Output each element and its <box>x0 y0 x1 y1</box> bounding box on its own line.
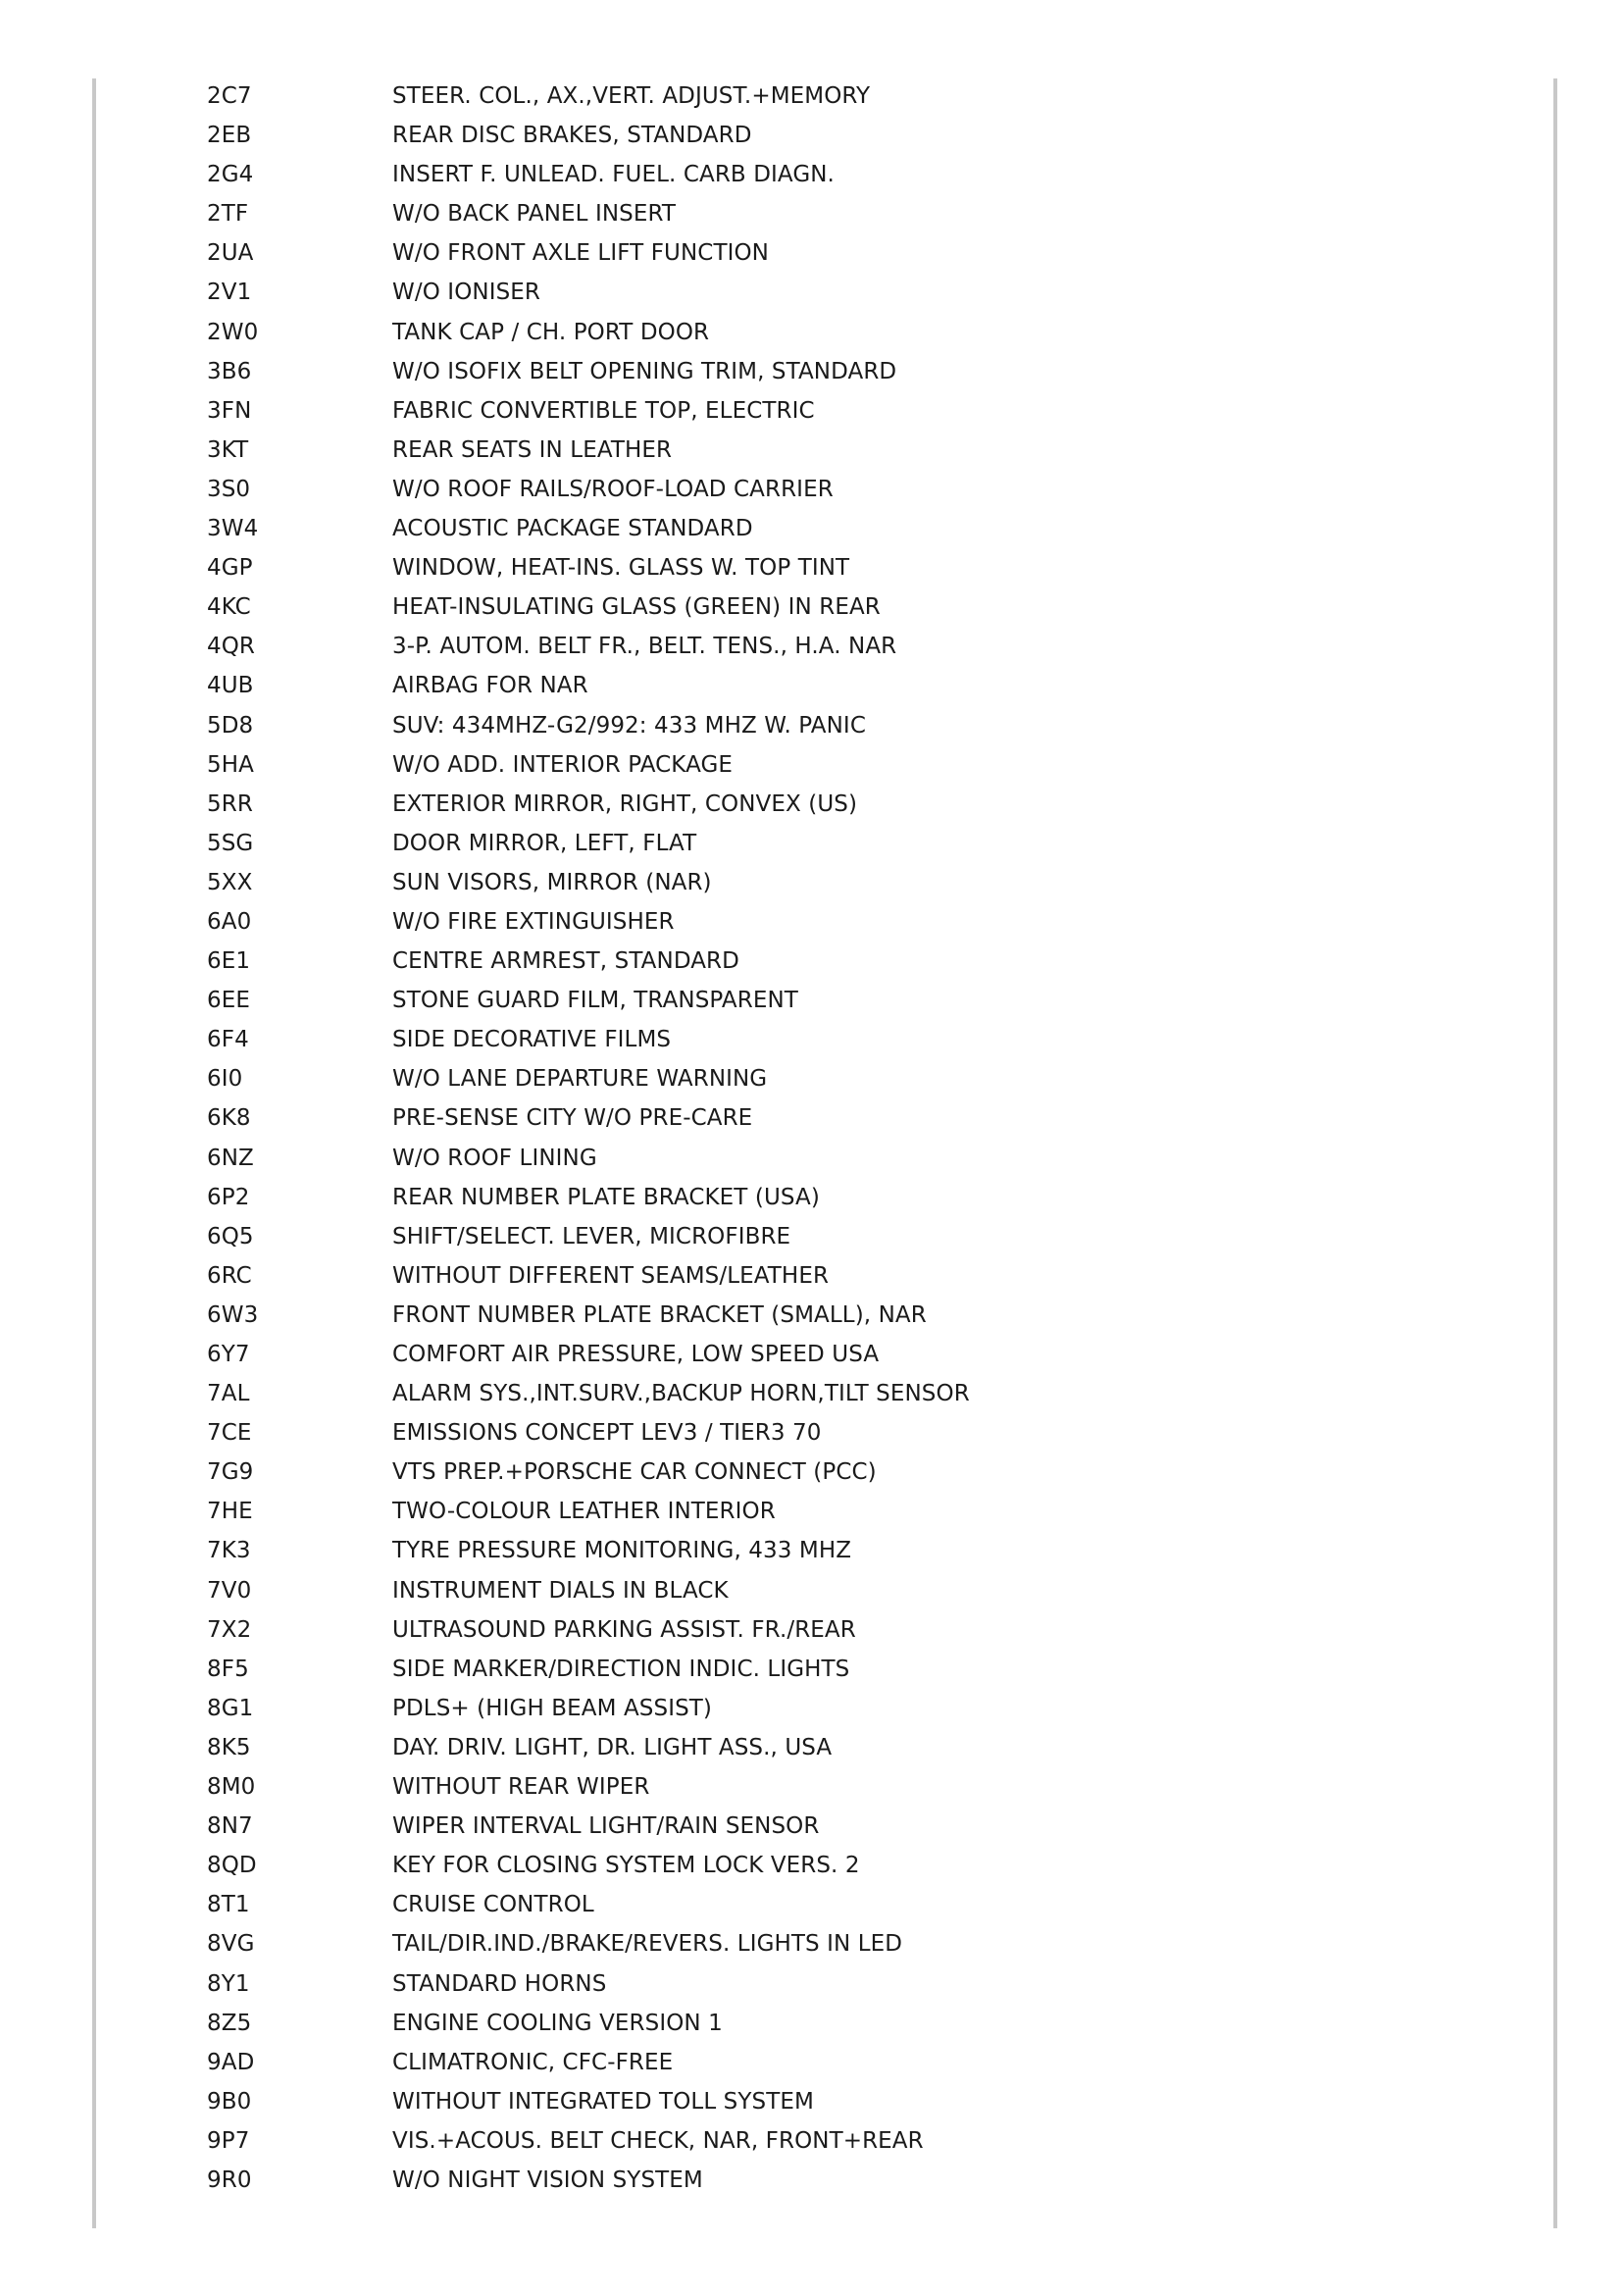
option-description: WITHOUT REAR WIPER <box>392 1774 650 1801</box>
option-code: 8T1 <box>207 1892 250 1918</box>
option-row <box>0 513 1624 552</box>
option-description: ENGINE COOLING VERSION 1 <box>392 2010 723 2036</box>
option-row <box>0 1260 1624 1300</box>
option-code: 5HA <box>207 751 254 778</box>
option-code: 6E1 <box>207 948 251 975</box>
option-code: 9P7 <box>207 2127 250 2154</box>
option-code: 3W4 <box>207 516 259 542</box>
option-code: 6RC <box>207 1262 252 1289</box>
option-row <box>0 277 1624 316</box>
option-row <box>0 670 1624 709</box>
option-row <box>0 1221 1624 1260</box>
option-row <box>0 1968 1624 2008</box>
option-row <box>0 1850 1624 1889</box>
option-description: STONE GUARD FILM, TRANSPARENT <box>392 988 798 1014</box>
option-row <box>0 2047 1624 2086</box>
option-description: EMISSIONS CONCEPT LEV3 / TIER3 70 <box>392 1420 822 1447</box>
option-code: 5D8 <box>207 712 254 739</box>
option-code: 7K3 <box>207 1538 251 1564</box>
option-description: SUV: 434MHZ-G2/992: 433 MHZ W. PANIC <box>392 712 866 739</box>
option-row <box>0 317 1624 356</box>
option-row <box>0 906 1624 945</box>
option-description: SIDE MARKER/DIRECTION INDIC. LIGHTS <box>392 1656 850 1682</box>
option-description: WITHOUT DIFFERENT SEAMS/LEATHER <box>392 1262 830 1289</box>
option-description: INSERT F. UNLEAD. FUEL. CARB DIAGN. <box>392 162 835 188</box>
option-row <box>0 552 1624 591</box>
option-row <box>0 2125 1624 2165</box>
option-row <box>0 591 1624 631</box>
option-row <box>0 828 1624 867</box>
option-description: REAR DISC BRAKES, STANDARD <box>392 123 752 149</box>
option-row <box>0 1654 1624 1693</box>
option-description: ULTRASOUND PARKING ASSIST. FR./REAR <box>392 1616 856 1643</box>
option-description: TYRE PRESSURE MONITORING, 433 MHZ <box>392 1538 852 1564</box>
option-code: 6I0 <box>207 1066 243 1093</box>
option-row <box>0 749 1624 789</box>
option-description: CENTRE ARMREST, STANDARD <box>392 948 739 975</box>
option-description: W/O ISOFIX BELT OPENING TRIM, STANDARD <box>392 358 897 384</box>
option-code: 6F4 <box>207 1027 249 1053</box>
option-description: W/O ROOF RAILS/ROOF-LOAD CARRIER <box>392 476 834 502</box>
option-description: ACOUSTIC PACKAGE STANDARD <box>392 516 753 542</box>
option-code: 2TF <box>207 201 249 228</box>
option-code: 9B0 <box>207 2088 252 2115</box>
option-code: 6EE <box>207 988 250 1014</box>
option-code: 5XX <box>207 869 253 895</box>
option-row <box>0 1928 1624 1967</box>
option-description: 3-P. AUTOM. BELT FR., BELT. TENS., H.A. NAR <box>392 634 897 660</box>
option-code: 3B6 <box>207 358 252 384</box>
option-description: VIS.+ACOUS. BELT CHECK, NAR, FRONT+REAR <box>392 2127 924 2154</box>
option-row <box>0 159 1624 198</box>
option-row <box>0 1417 1624 1456</box>
option-description: DAY. DRIV. LIGHT, DR. LIGHT ASS., USA <box>392 1734 833 1760</box>
option-row <box>0 1378 1624 1417</box>
option-description: WITHOUT INTEGRATED TOLL SYSTEM <box>392 2088 814 2115</box>
option-code: 2C7 <box>207 83 252 109</box>
option-code: 7V0 <box>207 1577 252 1604</box>
option-row <box>0 1693 1624 1732</box>
option-row <box>0 1024 1624 1063</box>
option-description: W/O FRONT AXLE LIFT FUNCTION <box>392 240 769 267</box>
option-description: ALARM SYS.,INT.SURV.,BACKUP HORN,TILT SENSOR <box>392 1381 970 1407</box>
option-description: W/O NIGHT VISION SYSTEM <box>392 2167 703 2193</box>
option-code: 4GP <box>207 555 253 582</box>
option-row <box>0 1889 1624 1928</box>
option-row <box>0 1614 1624 1654</box>
option-code: 8Y1 <box>207 1970 250 1997</box>
option-row <box>0 1456 1624 1496</box>
option-description: REAR SEATS IN LEATHER <box>392 436 673 463</box>
option-code: 6Y7 <box>207 1342 250 1367</box>
option-description: CRUISE CONTROL <box>392 1892 594 1918</box>
option-row <box>0 1575 1624 1614</box>
option-description: INSTRUMENT DIALS IN BLACK <box>392 1577 729 1604</box>
option-description: SIDE DECORATIVE FILMS <box>392 1027 672 1053</box>
option-code: 7X2 <box>207 1616 252 1643</box>
option-description: VTS PREP.+PORSCHE CAR CONNECT (PCC) <box>392 1459 877 1486</box>
option-code: 2W0 <box>207 319 259 345</box>
option-row <box>0 1535 1624 1574</box>
option-code: 5SG <box>207 830 254 856</box>
option-description: W/O ADD. INTERIOR PACKAGE <box>392 751 734 778</box>
option-description: WINDOW, HEAT-INS. GLASS W. TOP TINT <box>392 555 850 582</box>
option-description: W/O LANE DEPARTURE WARNING <box>392 1066 768 1093</box>
option-row <box>0 2086 1624 2125</box>
option-code: 2EB <box>207 123 252 149</box>
option-code: 2UA <box>207 240 254 267</box>
option-row <box>0 710 1624 749</box>
option-row <box>0 1063 1624 1102</box>
option-code: 6Q5 <box>207 1223 254 1249</box>
option-description: STANDARD HORNS <box>392 1970 607 1997</box>
option-description: W/O BACK PANEL INSERT <box>392 201 677 228</box>
option-description: W/O ROOF LINING <box>392 1145 597 1171</box>
option-row <box>0 945 1624 985</box>
option-description: COMFORT AIR PRESSURE, LOW SPEED USA <box>392 1342 880 1367</box>
option-description: DOOR MIRROR, LEFT, FLAT <box>392 830 697 856</box>
option-row <box>0 1771 1624 1810</box>
option-row <box>0 2165 1624 2204</box>
option-row <box>0 395 1624 434</box>
option-row <box>0 1102 1624 1142</box>
option-code: 6A0 <box>207 908 252 935</box>
option-code: 7CE <box>207 1420 252 1447</box>
option-code: 3S0 <box>207 476 251 502</box>
option-row <box>0 985 1624 1024</box>
option-row <box>0 2008 1624 2047</box>
option-row <box>0 1496 1624 1535</box>
option-description: SUN VISORS, MIRROR (NAR) <box>392 869 712 895</box>
option-description: W/O FIRE EXTINGUISHER <box>392 908 675 935</box>
option-code: 6P2 <box>207 1184 250 1210</box>
option-row <box>0 1143 1624 1182</box>
option-code: 7G9 <box>207 1459 254 1486</box>
option-row <box>0 1300 1624 1339</box>
option-description: PRE-SENSE CITY W/O PRE-CARE <box>392 1105 753 1132</box>
option-row <box>0 434 1624 474</box>
option-row <box>0 237 1624 277</box>
option-code: 4QR <box>207 634 256 660</box>
option-row <box>0 1182 1624 1221</box>
option-row <box>0 1732 1624 1771</box>
option-code: 6NZ <box>207 1145 254 1171</box>
option-code: 9AD <box>207 2049 255 2075</box>
option-description: W/O IONISER <box>392 280 540 306</box>
option-code: 8QD <box>207 1853 257 1879</box>
option-description: HEAT-INSULATING GLASS (GREEN) IN REAR <box>392 594 881 621</box>
option-description: AIRBAG FOR NAR <box>392 673 588 699</box>
option-code: 8VG <box>207 1931 255 1958</box>
option-code: 7HE <box>207 1499 253 1525</box>
option-row <box>0 356 1624 395</box>
option-description: KEY FOR CLOSING SYSTEM LOCK VERS. 2 <box>392 1853 860 1879</box>
option-description: EXTERIOR MIRROR, RIGHT, CONVEX (US) <box>392 790 858 817</box>
option-code: 3FN <box>207 397 252 424</box>
option-description: FRONT NUMBER PLATE BRACKET (SMALL), NAR <box>392 1301 927 1328</box>
option-code: 4KC <box>207 594 251 621</box>
option-row <box>0 789 1624 828</box>
option-code: 6K8 <box>207 1105 251 1132</box>
option-code: 3KT <box>207 436 249 463</box>
option-code: 8Z5 <box>207 2010 252 2036</box>
option-description: FABRIC CONVERTIBLE TOP, ELECTRIC <box>392 397 815 424</box>
option-code: 8N7 <box>207 1813 253 1840</box>
option-code: 9R0 <box>207 2167 252 2193</box>
option-description: TANK CAP / CH. PORT DOOR <box>392 319 710 345</box>
option-description: WIPER INTERVAL LIGHT/RAIN SENSOR <box>392 1813 820 1840</box>
option-code: 7AL <box>207 1381 250 1407</box>
option-row <box>0 198 1624 237</box>
option-code-list <box>0 80 1624 2204</box>
option-description: STEER. COL., AX.,VERT. ADJUST.+MEMORY <box>392 83 871 109</box>
option-description: TWO-COLOUR LEATHER INTERIOR <box>392 1499 776 1525</box>
option-code: 2G4 <box>207 162 254 188</box>
option-row <box>0 867 1624 906</box>
option-description: SHIFT/SELECT. LEVER, MICROFIBRE <box>392 1223 791 1249</box>
option-code: 2V1 <box>207 280 252 306</box>
option-row <box>0 631 1624 670</box>
option-code: 8M0 <box>207 1774 256 1801</box>
option-description: TAIL/DIR.IND./BRAKE/REVERS. LIGHTS IN LED <box>392 1931 903 1958</box>
option-code: 5RR <box>207 790 253 817</box>
option-row <box>0 80 1624 120</box>
option-description: PDLS+ (HIGH BEAM ASSIST) <box>392 1695 712 1721</box>
option-description: REAR NUMBER PLATE BRACKET (USA) <box>392 1184 820 1210</box>
option-row <box>0 1339 1624 1378</box>
option-code: 4UB <box>207 673 254 699</box>
option-code: 6W3 <box>207 1301 259 1328</box>
option-description: CLIMATRONIC, CFC-FREE <box>392 2049 674 2075</box>
option-code: 8G1 <box>207 1695 254 1721</box>
option-row <box>0 474 1624 513</box>
option-code: 8K5 <box>207 1734 251 1760</box>
option-code: 8F5 <box>207 1656 249 1682</box>
option-row <box>0 120 1624 159</box>
option-row <box>0 1810 1624 1850</box>
